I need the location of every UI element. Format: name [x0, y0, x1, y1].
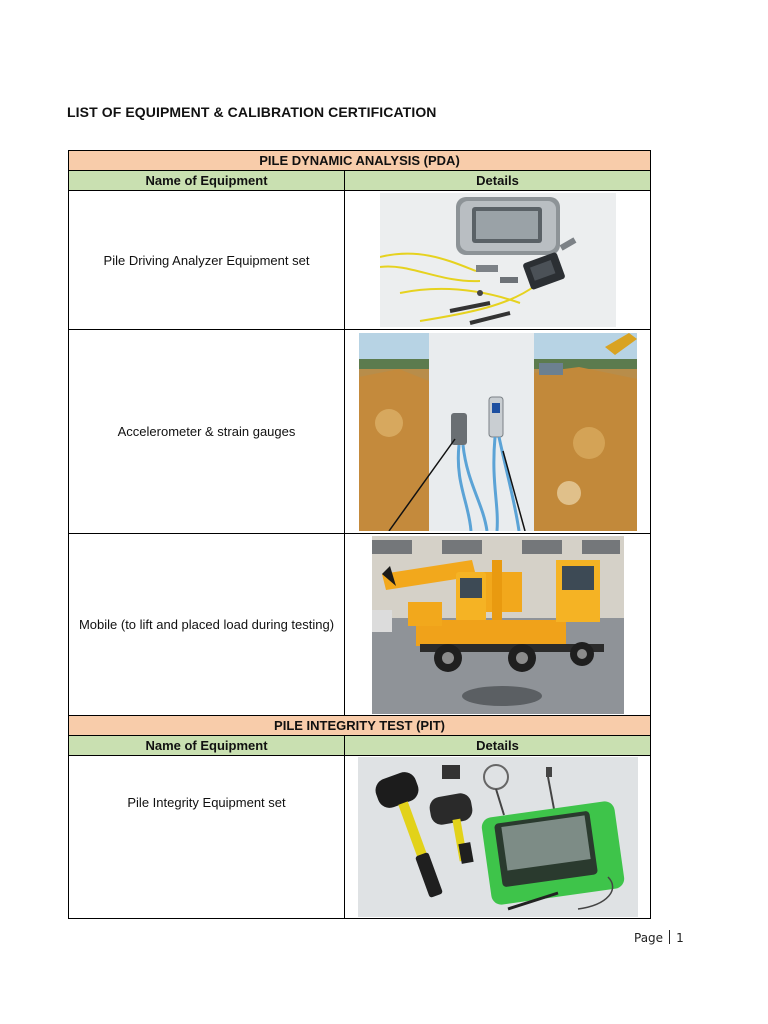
equipment-name: Mobile (to lift and placed load during testing) [69, 534, 345, 716]
column-header-details: Details [345, 171, 651, 191]
section-header-pda [69, 151, 651, 171]
pit-equipment-photo [358, 757, 638, 917]
equipment-table [68, 150, 651, 919]
column-header-name: Name of Equipment [69, 736, 345, 756]
section-title: PILE INTEGRITY TEST (PIT) [69, 716, 651, 736]
column-header-row [69, 171, 651, 191]
page-number-value: 1 [676, 931, 684, 945]
page-separator [669, 930, 670, 944]
equipment-details [345, 330, 651, 534]
gauges-on-pile-photo [359, 333, 637, 531]
table-row [69, 534, 651, 716]
column-header-row [69, 736, 651, 756]
equipment-details [345, 534, 651, 716]
mobile-crane-photo [372, 536, 624, 714]
equipment-details [345, 191, 651, 330]
equipment-details [345, 756, 651, 919]
column-header-name: Name of Equipment [69, 171, 345, 191]
table-row [69, 756, 651, 919]
pda-analyzer-photo [380, 193, 616, 327]
table-row [69, 191, 651, 330]
equipment-name: Accelerometer & strain gauges [69, 330, 345, 534]
page-number [634, 930, 684, 945]
document-title: LIST OF EQUIPMENT & CALIBRATION CERTIFICATION [67, 104, 437, 120]
section-header-pit [69, 716, 651, 736]
page-label: Page [634, 931, 664, 945]
column-header-details: Details [345, 736, 651, 756]
equipment-name: Pile Driving Analyzer Equipment set [69, 191, 345, 330]
section-title: PILE DYNAMIC ANALYSIS (PDA) [69, 151, 651, 171]
table-row [69, 330, 651, 534]
equipment-name: Pile Integrity Equipment set [69, 756, 345, 919]
